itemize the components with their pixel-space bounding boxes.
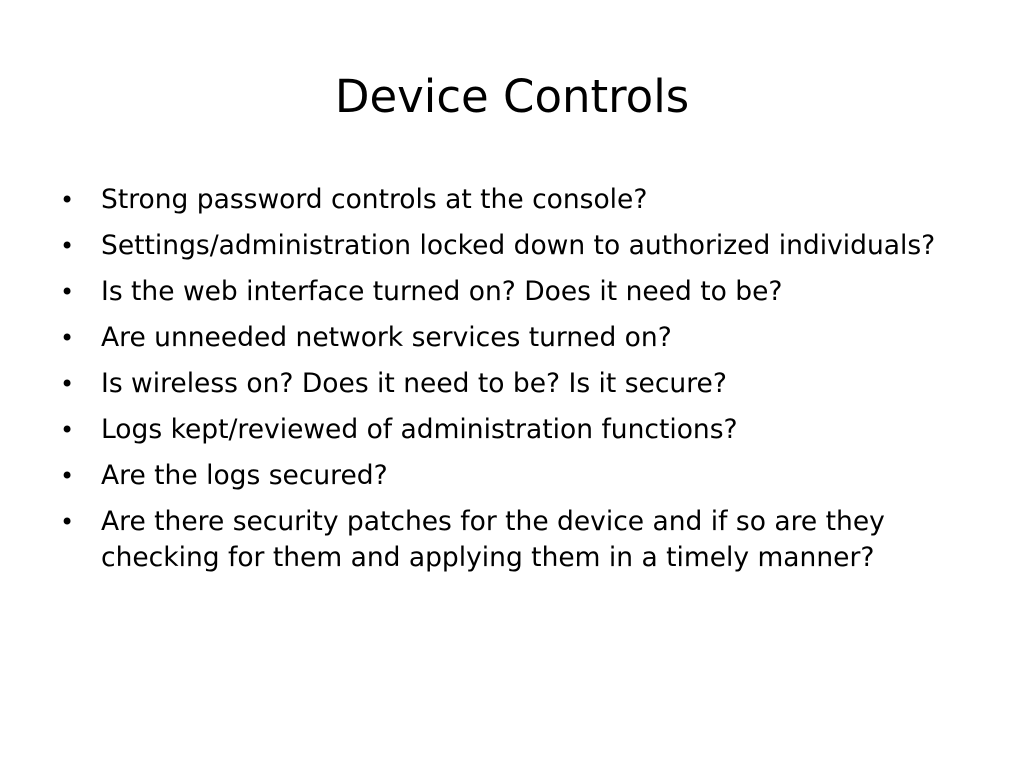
list-item xyxy=(56,412,956,448)
bullet-text: Are the logs secured? xyxy=(101,460,388,491)
bullet-icon: • xyxy=(60,186,75,214)
bullet-icon: • xyxy=(60,278,75,306)
bullet-text: Are there security patches for the device and if so are they checking for them and applying them in a timely manner? xyxy=(101,506,885,573)
list-item xyxy=(56,366,956,402)
bullet-text: Is the web interface turned on? Does it need to be? xyxy=(101,276,783,307)
list-item xyxy=(56,504,956,576)
slide-title: Device Controls xyxy=(334,70,690,123)
bullet-text: Are unneeded network services turned on? xyxy=(101,322,672,353)
bullet-text: Strong password controls at the console? xyxy=(101,184,648,215)
bullet-icon: • xyxy=(60,232,75,260)
list-item xyxy=(56,182,956,218)
bullet-text: Logs kept/reviewed of administration functions? xyxy=(101,414,738,445)
list-item xyxy=(56,458,956,494)
bullet-text: Settings/administration locked down to authorized individuals? xyxy=(101,230,936,261)
bullet-icon: • xyxy=(60,508,75,536)
bullet-icon: • xyxy=(60,462,75,490)
bullet-list xyxy=(56,182,956,586)
bullet-text: Is wireless on? Does it need to be? Is it secure? xyxy=(101,368,727,399)
bullet-icon: • xyxy=(60,324,75,352)
list-item xyxy=(56,274,956,310)
list-item xyxy=(56,320,956,356)
bullet-icon: • xyxy=(60,416,75,444)
bullet-icon: • xyxy=(60,370,75,398)
list-item xyxy=(56,228,956,264)
